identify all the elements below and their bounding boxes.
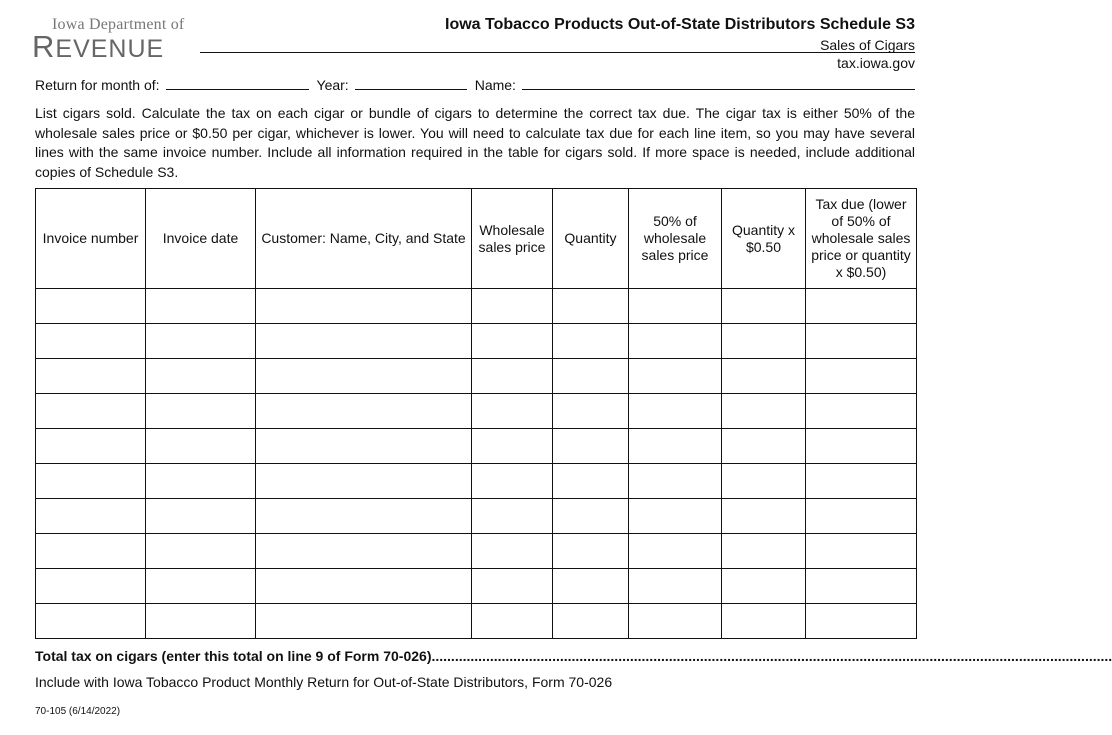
cell-tax-due[interactable] [806, 394, 917, 429]
cell-wholesale-price[interactable] [472, 604, 553, 639]
cell-invoice-date[interactable] [146, 569, 256, 604]
leader-dots: ............................................................................................................................................................................... [431, 648, 1112, 664]
cell-quantity[interactable] [553, 464, 629, 499]
cell-fifty-percent[interactable] [629, 569, 722, 604]
cell-invoice-number[interactable] [36, 499, 146, 534]
table-header-row [36, 189, 917, 289]
cell-wholesale-price[interactable] [472, 429, 553, 464]
cell-invoice-number[interactable] [36, 359, 146, 394]
cell-wholesale-price[interactable] [472, 324, 553, 359]
cell-customer[interactable] [256, 394, 472, 429]
cell-fifty-percent[interactable] [629, 464, 722, 499]
cell-invoice-number[interactable] [36, 534, 146, 569]
cell-tax-due[interactable] [806, 289, 917, 324]
cell-quantity-x-050[interactable] [722, 464, 806, 499]
cell-wholesale-price[interactable] [472, 359, 553, 394]
cell-invoice-number[interactable] [36, 289, 146, 324]
include-note: Include with Iowa Tobacco Product Monthly Return for Out-of-State Distributors, Form 70-026 [35, 674, 613, 690]
table-body [36, 289, 917, 639]
cell-quantity-x-050[interactable] [722, 534, 806, 569]
cell-customer[interactable] [256, 359, 472, 394]
cell-quantity-x-050[interactable] [722, 324, 806, 359]
cell-wholesale-price[interactable] [472, 289, 553, 324]
name-label: Name: [474, 77, 516, 93]
cell-fifty-percent[interactable] [629, 429, 722, 464]
table-row [36, 289, 917, 324]
cell-fifty-percent[interactable] [629, 534, 722, 569]
col-quantity-x-050: Quantity x $0.50 [722, 189, 806, 289]
cell-quantity-x-050[interactable] [722, 499, 806, 534]
name-input[interactable] [522, 77, 915, 90]
col-customer: Customer: Name, City, and State [256, 189, 472, 289]
table-row [36, 429, 917, 464]
cell-customer[interactable] [256, 429, 472, 464]
col-tax-due: Tax due (lower of 50% of wholesale sales price or quantity x $0.50) [806, 189, 917, 289]
cell-invoice-number[interactable] [36, 569, 146, 604]
cell-tax-due[interactable] [806, 429, 917, 464]
cell-invoice-date[interactable] [146, 534, 256, 569]
logo-revenue-text: REVENUE [32, 29, 165, 64]
cell-quantity[interactable] [553, 429, 629, 464]
cell-fifty-percent[interactable] [629, 394, 722, 429]
cigar-sales-table [35, 188, 917, 639]
header-rule [200, 52, 915, 53]
col-fifty-percent: 50% of wholesale sales price [629, 189, 722, 289]
total-tax-label: Total tax on cigars (enter this total on line 9 of Form 70-026) [35, 648, 432, 664]
cell-quantity-x-050[interactable] [722, 359, 806, 394]
cell-quantity-x-050[interactable] [722, 429, 806, 464]
cell-customer[interactable] [256, 464, 472, 499]
total-tax-line [35, 648, 1112, 664]
table-row [36, 604, 917, 639]
cell-tax-due[interactable] [806, 604, 917, 639]
cell-quantity-x-050[interactable] [722, 289, 806, 324]
form-subtitle: Sales of Cigars [820, 37, 915, 53]
cell-invoice-date[interactable] [146, 289, 256, 324]
cell-fifty-percent[interactable] [629, 324, 722, 359]
cell-wholesale-price[interactable] [472, 394, 553, 429]
cell-invoice-date[interactable] [146, 324, 256, 359]
cell-invoice-number[interactable] [36, 394, 146, 429]
table-row [36, 464, 917, 499]
cell-quantity[interactable] [553, 394, 629, 429]
cell-invoice-date[interactable] [146, 464, 256, 499]
cell-customer[interactable] [256, 324, 472, 359]
cell-quantity[interactable] [553, 604, 629, 639]
department-logo [32, 17, 184, 63]
cell-invoice-number[interactable] [36, 429, 146, 464]
cell-quantity-x-050[interactable] [722, 569, 806, 604]
cell-invoice-date[interactable] [146, 359, 256, 394]
cell-invoice-number[interactable] [36, 464, 146, 499]
col-quantity: Quantity [553, 189, 629, 289]
cell-quantity[interactable] [553, 324, 629, 359]
cell-customer[interactable] [256, 604, 472, 639]
cell-tax-due[interactable] [806, 324, 917, 359]
cell-quantity-x-050[interactable] [722, 604, 806, 639]
cell-tax-due[interactable] [806, 359, 917, 394]
cell-fifty-percent[interactable] [629, 499, 722, 534]
cell-wholesale-price[interactable] [472, 464, 553, 499]
cell-tax-due[interactable] [806, 569, 917, 604]
year-label: Year: [316, 77, 349, 93]
cell-invoice-date[interactable] [146, 604, 256, 639]
cell-invoice-date[interactable] [146, 429, 256, 464]
table-row [36, 499, 917, 534]
col-invoice-number: Invoice number [36, 189, 146, 289]
cell-wholesale-price[interactable] [472, 534, 553, 569]
cell-invoice-number[interactable] [36, 604, 146, 639]
logo-department-text: Iowa Department of [52, 16, 185, 33]
form-id: 70-105 (6/14/2022) [35, 706, 121, 717]
month-input[interactable] [166, 77, 309, 90]
cell-invoice-number[interactable] [36, 324, 146, 359]
cell-tax-due[interactable] [806, 464, 917, 499]
table-row [36, 394, 917, 429]
instructions-text: List cigars sold. Calculate the tax on each cigar or bundle of cigars to determine the correct tax due. The cigar tax is either 50% of the wholesale sales price or $0.50 per cigar, whichever is lower. You will need to calculate tax due for each line item, so you may have several lines with the same invoice number. Include all information required in the table for cigars sold. If more space is needed, include additional copies of Schedule S3. [35, 105, 915, 180]
form-title: Iowa Tobacco Products Out-of-State Distributors Schedule S3 [445, 16, 915, 33]
cell-invoice-date[interactable] [146, 394, 256, 429]
cell-customer[interactable] [256, 534, 472, 569]
col-wholesale-price: Wholesale sales price [472, 189, 553, 289]
table-row [36, 324, 917, 359]
cell-invoice-date[interactable] [146, 499, 256, 534]
cell-customer[interactable] [256, 499, 472, 534]
cell-quantity[interactable] [553, 534, 629, 569]
cell-wholesale-price[interactable] [472, 499, 553, 534]
cell-fifty-percent[interactable] [629, 604, 722, 639]
table-row [36, 359, 917, 394]
cell-quantity[interactable] [553, 499, 629, 534]
return-info-fields [35, 77, 915, 93]
cell-customer[interactable] [256, 569, 472, 604]
month-label: Return for month of: [35, 77, 160, 93]
cell-fifty-percent[interactable] [629, 289, 722, 324]
table-row [36, 534, 917, 569]
cell-quantity-x-050[interactable] [722, 394, 806, 429]
year-input[interactable] [355, 77, 467, 90]
cell-tax-due[interactable] [806, 499, 917, 534]
website-url[interactable]: tax.iowa.gov [837, 55, 915, 71]
cell-quantity[interactable] [553, 569, 629, 604]
cell-wholesale-price[interactable] [472, 569, 553, 604]
table-row [36, 569, 917, 604]
cell-quantity[interactable] [553, 359, 629, 394]
cell-tax-due[interactable] [806, 534, 917, 569]
cell-quantity[interactable] [553, 289, 629, 324]
cell-fifty-percent[interactable] [629, 359, 722, 394]
col-invoice-date: Invoice date [146, 189, 256, 289]
cell-customer[interactable] [256, 289, 472, 324]
